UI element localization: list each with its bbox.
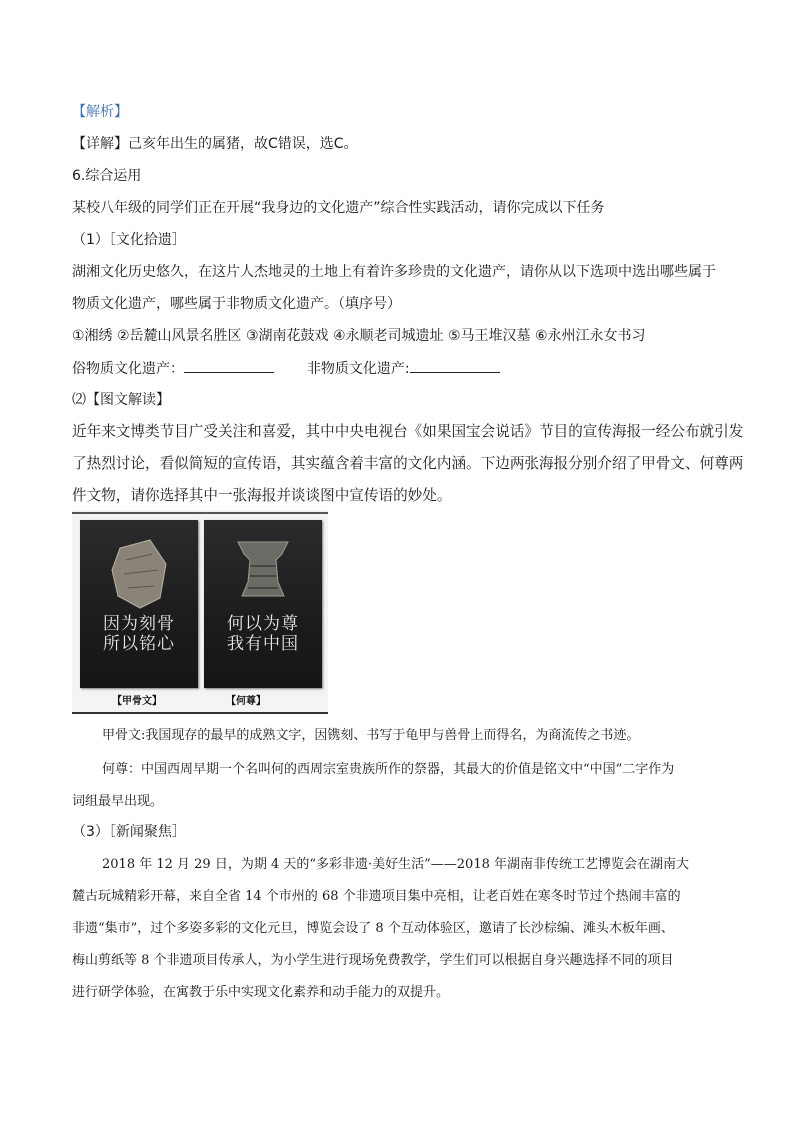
poster-right-slogan-2: 我有中国	[227, 634, 299, 654]
poster-right-slogan-1: 何以为尊	[227, 614, 299, 634]
photo-top-edge	[72, 512, 328, 514]
part1-answer-row	[72, 358, 506, 379]
poster-photo	[72, 510, 328, 714]
caption-he-zun: 【何尊】	[226, 696, 266, 707]
part1-text-line2: 物质文化遗产，哪些属于非物质文化遗产。（填序号）	[72, 296, 401, 312]
part2-line2: 了热烈讨论，看似简短的宣传语，其实蕴含着丰富的文化内涵。下边两张海报分别介绍了甲骨文、何尊两	[72, 455, 744, 472]
part2-line1: 近年来文博类节目广受关注和喜爱，其中中央电视台《如果国宝会说话》节目的宣传海报一经公布就引发	[72, 423, 744, 440]
bronze-vessel-icon	[204, 520, 322, 688]
poster-oracle-bone	[80, 520, 198, 688]
answer-label-intangible: 非物质文化遗产:	[306, 361, 410, 377]
part2-title: ⑵【图文解读】	[72, 392, 170, 408]
note-he-zun-line1: 何尊：中国西周早期一个名叫何的西周宗室贵族所作的祭器，其最大的价值是铭文中“中国”二字作为	[102, 762, 675, 777]
answer-blank-intangible[interactable]	[410, 358, 500, 373]
note-oracle-bone: 甲骨文:我国现存的最早的成熟文字，因镌刻、书写于龟甲与兽骨上而得名，为商流传之书迹。	[102, 728, 640, 743]
part3-line4: 梅山剪纸等 8 个非遗项目传承人，为小学生进行现场免费教学，学生们可以根据自身兴趣选择不同的项目	[72, 953, 674, 968]
question-number: 6.综合运用	[72, 168, 142, 184]
part1-text-line1: 湖湘文化历史悠久，在这片人杰地灵的土地上有着许多珍贵的文化遗产，请你从以下选项中选出哪些属于	[72, 264, 716, 280]
oracle-bone-icon	[80, 520, 198, 688]
poster-left-slogan-1: 因为刻骨	[103, 614, 175, 634]
poster-left-slogan-2: 所以铭心	[103, 634, 175, 654]
part3-line1: 2018 年 12 月 29 日，为期 4 天的“多彩非遗·美好生活”——2018 年湖南非传统工艺博览会在湖南大	[102, 857, 690, 872]
part1-title: （1）［文化拾遗］	[72, 232, 186, 248]
answer-label-material: 俗物质文化遗产：	[72, 361, 184, 377]
photo-bottom-edge	[72, 712, 328, 714]
answer-blank-material[interactable]	[184, 358, 274, 373]
part1-options: ①湘绣 ②岳麓山风景名胜区 ③湖南花鼓戏 ④永顺老司城遗址 ⑤马王堆汉墓 ⑥永州江永女书习	[72, 328, 646, 344]
part3-line5: 进行研学体验，在寓教于乐中实现文化素养和动手能力的双提升。	[72, 985, 450, 1000]
analysis-detail: 【详解】己亥年出生的属猪，故C错误，选C。	[72, 136, 358, 152]
question-intro: 某校八年级的同学们正在开展“我身边的文化遗产”综合性实践活动，请你完成以下任务	[72, 200, 605, 216]
analysis-heading: 【解析】	[72, 104, 128, 120]
note-he-zun-line2: 词组最早出现。	[72, 794, 164, 809]
part3-title: （3）［新闻聚焦］	[72, 824, 186, 840]
poster-he-zun	[204, 520, 322, 688]
part3-line3: 非遗“集市”，过个多姿多彩的文化元旦，博览会设了 8 个互动体验区，邀请了长沙棕编、滩头木板年画、	[72, 921, 674, 936]
caption-oracle-bone: 【甲骨文】	[112, 696, 162, 707]
part2-line3: 件文物，请你选择其中一张海报并谈谈图中宣传语的妙处。	[72, 487, 452, 504]
part3-line2: 麓古玩城精彩开幕，来自全省 14 个市州的 68 个非遗项目集中亮相，让老百姓在寒冬时节过个热闹丰富的	[72, 889, 681, 904]
